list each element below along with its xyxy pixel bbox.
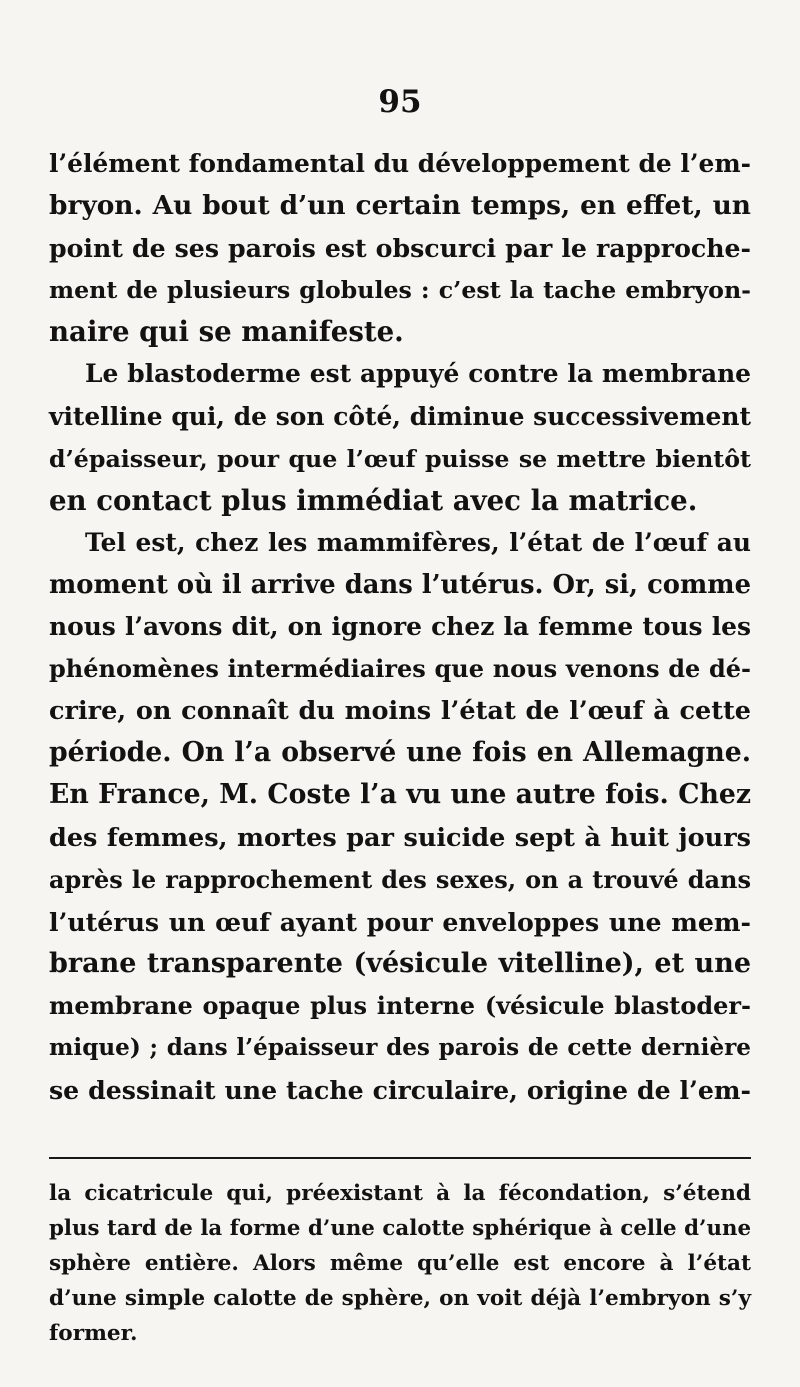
text-line: l’élément fondamental du développement de l’em-	[49, 149, 752, 178]
text-line: en contact plus immédiat avec la matrice.	[49, 483, 698, 517]
paragraph-first-line: Tel est, chez les mammifères, l’état de l’œuf au	[85, 527, 751, 557]
footnote-line: plus tard de la forme d’une calotte sphérique à celle d’une	[49, 1216, 751, 1241]
text-line: crire, on connaît du moins l’état de l’œuf à cette	[49, 696, 751, 727]
text-line: phénomènes intermédiaires que nous venons de dé-	[49, 654, 751, 684]
text-line: naire qui se manifeste.	[49, 315, 404, 349]
text-line: nous l’avons dit, on ignore chez la femme tous les	[49, 612, 751, 642]
paragraph-first-line: Le blastoderme est appuyé contre la membrane	[85, 359, 751, 389]
body-text	[49, 143, 751, 1111]
footnote-line: d’une simple calotte de sphère, on voit déjà l’embryon s’y	[49, 1286, 751, 1311]
text-line: bryon. Au bout d’un certain temps, en effet, un	[49, 190, 751, 222]
text-line: l’utérus un œuf ayant pour enveloppes une mem-	[49, 906, 751, 937]
text-line: d’épaisseur, pour que l’œuf puisse se mettre bientôt	[49, 444, 751, 473]
footnote-line: sphère entière. Alors même qu’elle est encore à l’état	[49, 1251, 751, 1276]
text-line: vitelline qui, de son côté, diminue successivement	[49, 401, 751, 431]
text-line: se dessinait une tache circulaire, origine de l’em-	[49, 1075, 751, 1106]
footnote	[49, 1176, 751, 1351]
text-line: membrane opaque plus interne (vésicule blastoder-	[49, 990, 751, 1020]
text-line: ment de plusieurs globules : c’est la tache embryon-	[49, 276, 751, 305]
text-line: En France, M. Coste l’a vu une autre fois. Chez	[49, 779, 751, 811]
text-line: point de ses parois est obscurci par le rapproche-	[49, 233, 751, 264]
text-line: brane transparente (vésicule vitelline), et une	[49, 947, 751, 979]
footnote-divider	[49, 1157, 751, 1159]
page-number: 95	[378, 84, 422, 120]
text-line: des femmes, mortes par suicide sept à huit jours	[49, 822, 751, 853]
footnote-line: la cicatricule qui, préexistant à la fécondation, s’étend	[49, 1181, 751, 1206]
text-line: moment où il arrive dans l’utérus. Or, si, comme	[49, 569, 751, 600]
text-line: période. On l’a observé une fois en Allemagne.	[49, 737, 751, 769]
footnote-line: former.	[49, 1321, 138, 1346]
text-line: mique) ; dans l’épaisseur des parois de cette dernière	[49, 1033, 751, 1061]
text-line: après le rapprochement des sexes, on a trouvé dans	[49, 864, 751, 894]
